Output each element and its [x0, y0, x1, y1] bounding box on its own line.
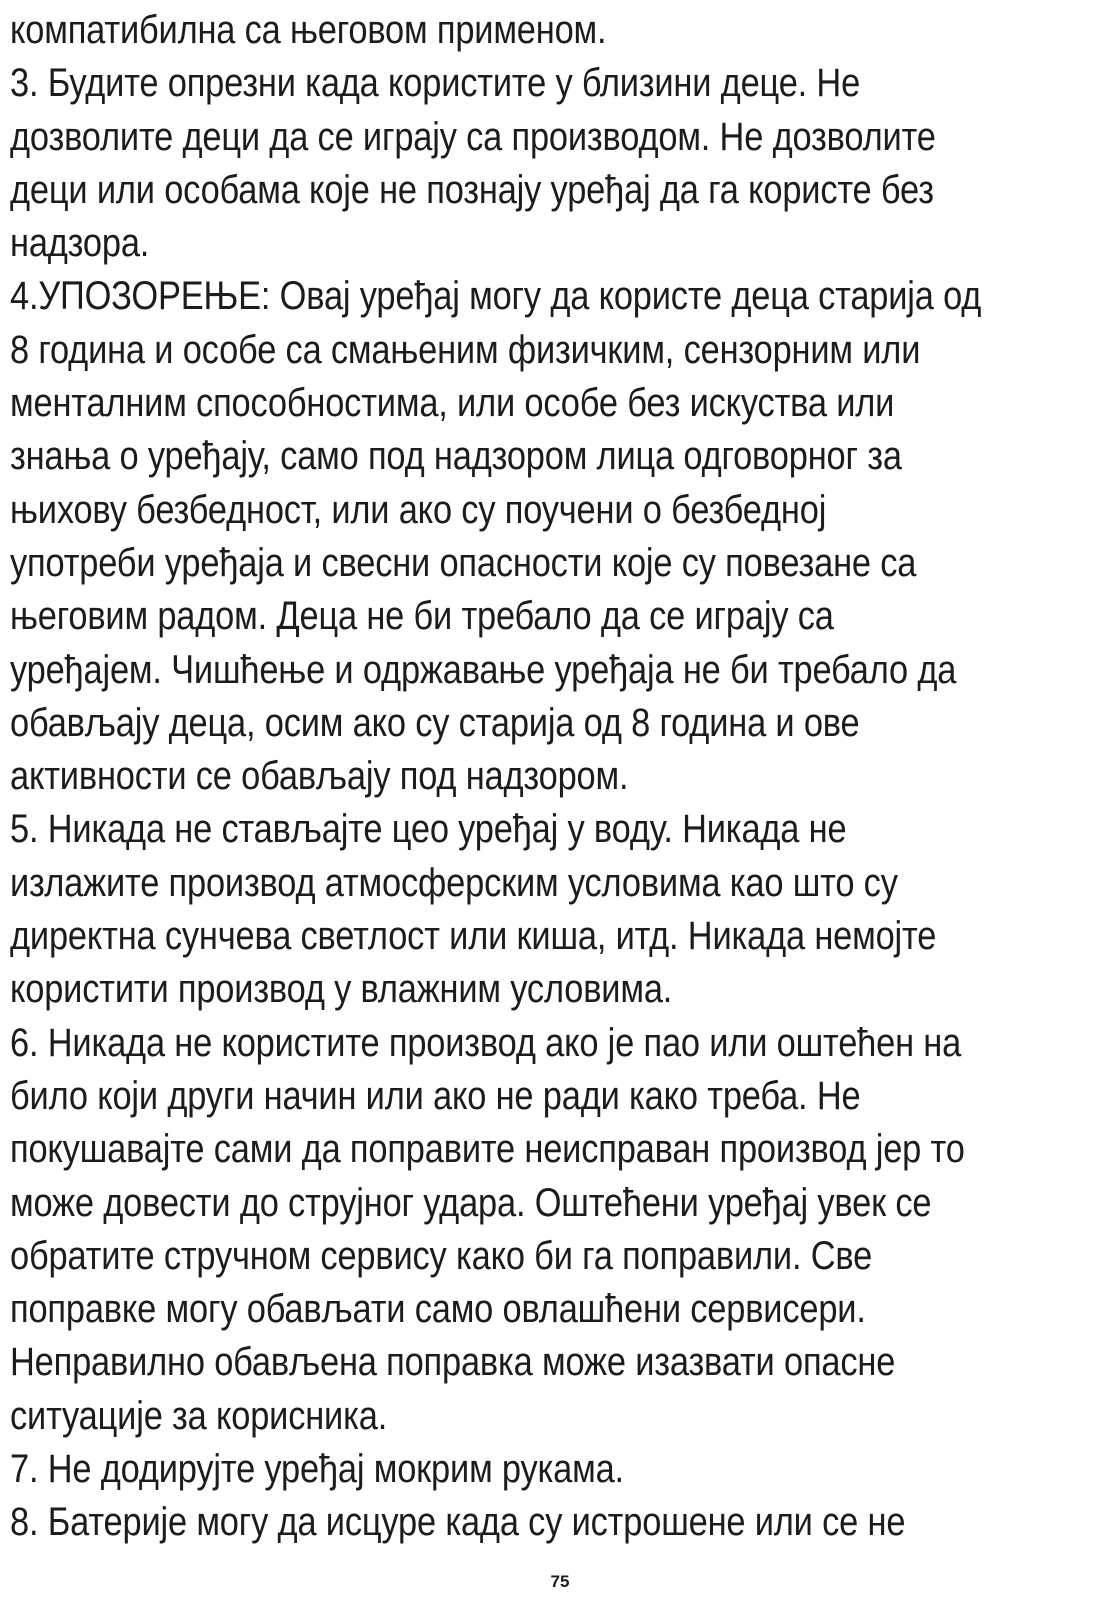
body-text [10, 4, 982, 1550]
text-line: компатибилна са његовом применом. [10, 8, 607, 52]
text-line: користити производ у влажним условима. [10, 967, 673, 1012]
text-line: може довести до струјног удара. Оштећени уређај увек се [10, 1180, 932, 1225]
text-line: менталним способностима, или особе без искуства или [10, 381, 895, 426]
text-line: 7. Не додирујте уређај мокрим рукама. [10, 1447, 624, 1492]
text-line: 8. Батерије могу да исцуре када су истрошене или се не [10, 1500, 906, 1545]
text-line: 6. Никада не користите производ ако је пао или оштећен на [10, 1020, 962, 1065]
text-line: активности се обављају под надзором. [10, 754, 629, 799]
text-line: обављају деца, осим ако су старија од 8 година и ове [10, 700, 860, 745]
text-line: директна сунчева светлост или киша, итд. Никада немојте [10, 914, 937, 959]
text-line: 4.УПОЗОРЕЊЕ: Овај уређај могу да користе деца старија од [10, 274, 982, 319]
text-line: Неправилно обављена поправка може изазвати опасне [10, 1340, 896, 1385]
text-line: дозволите деци да се играју са производом. Не дозволите [10, 114, 936, 159]
text-line: 8 година и особе са смањеним физичким, сензорним или [10, 327, 921, 372]
text-line: 3. Будите опрезни када користите у близини деце. Не [10, 61, 861, 106]
text-line: деци или особама које не познају уређај да га користе без [10, 167, 934, 212]
text-line: излажите производ атмосферским условима као што су [10, 860, 898, 905]
text-line: њихову безбедност, или ако су поучени о безбедној [10, 487, 827, 532]
text-line: уређајем. Чишћење и одржавање уређаја не би требало да [10, 647, 957, 692]
text-line: употреби уређаја и свесни опасности које су повезане са [10, 540, 917, 585]
text-line: покушавајте сами да поправите неисправан производ јер то [10, 1127, 965, 1172]
text-line: ситуације за корисника. [10, 1393, 388, 1438]
text-line: било који други начин или ако не ради како треба. Не [10, 1073, 861, 1118]
page-number: 75 [550, 1572, 570, 1591]
text-line: знања о уређају, само под надзором лица одговорног за [10, 434, 902, 479]
text-line: обратите стручном сервису како би га поправили. Све [10, 1233, 873, 1278]
text-line: поправке могу обављати само овлашћени сервисери. [10, 1287, 866, 1332]
text-line: његовим радом. Деца не би требало да се играју са [10, 594, 834, 639]
text-line: 5. Никада не стављајте цео уређај у воду. Никада не [10, 807, 847, 852]
text-line: надзора. [10, 221, 150, 266]
